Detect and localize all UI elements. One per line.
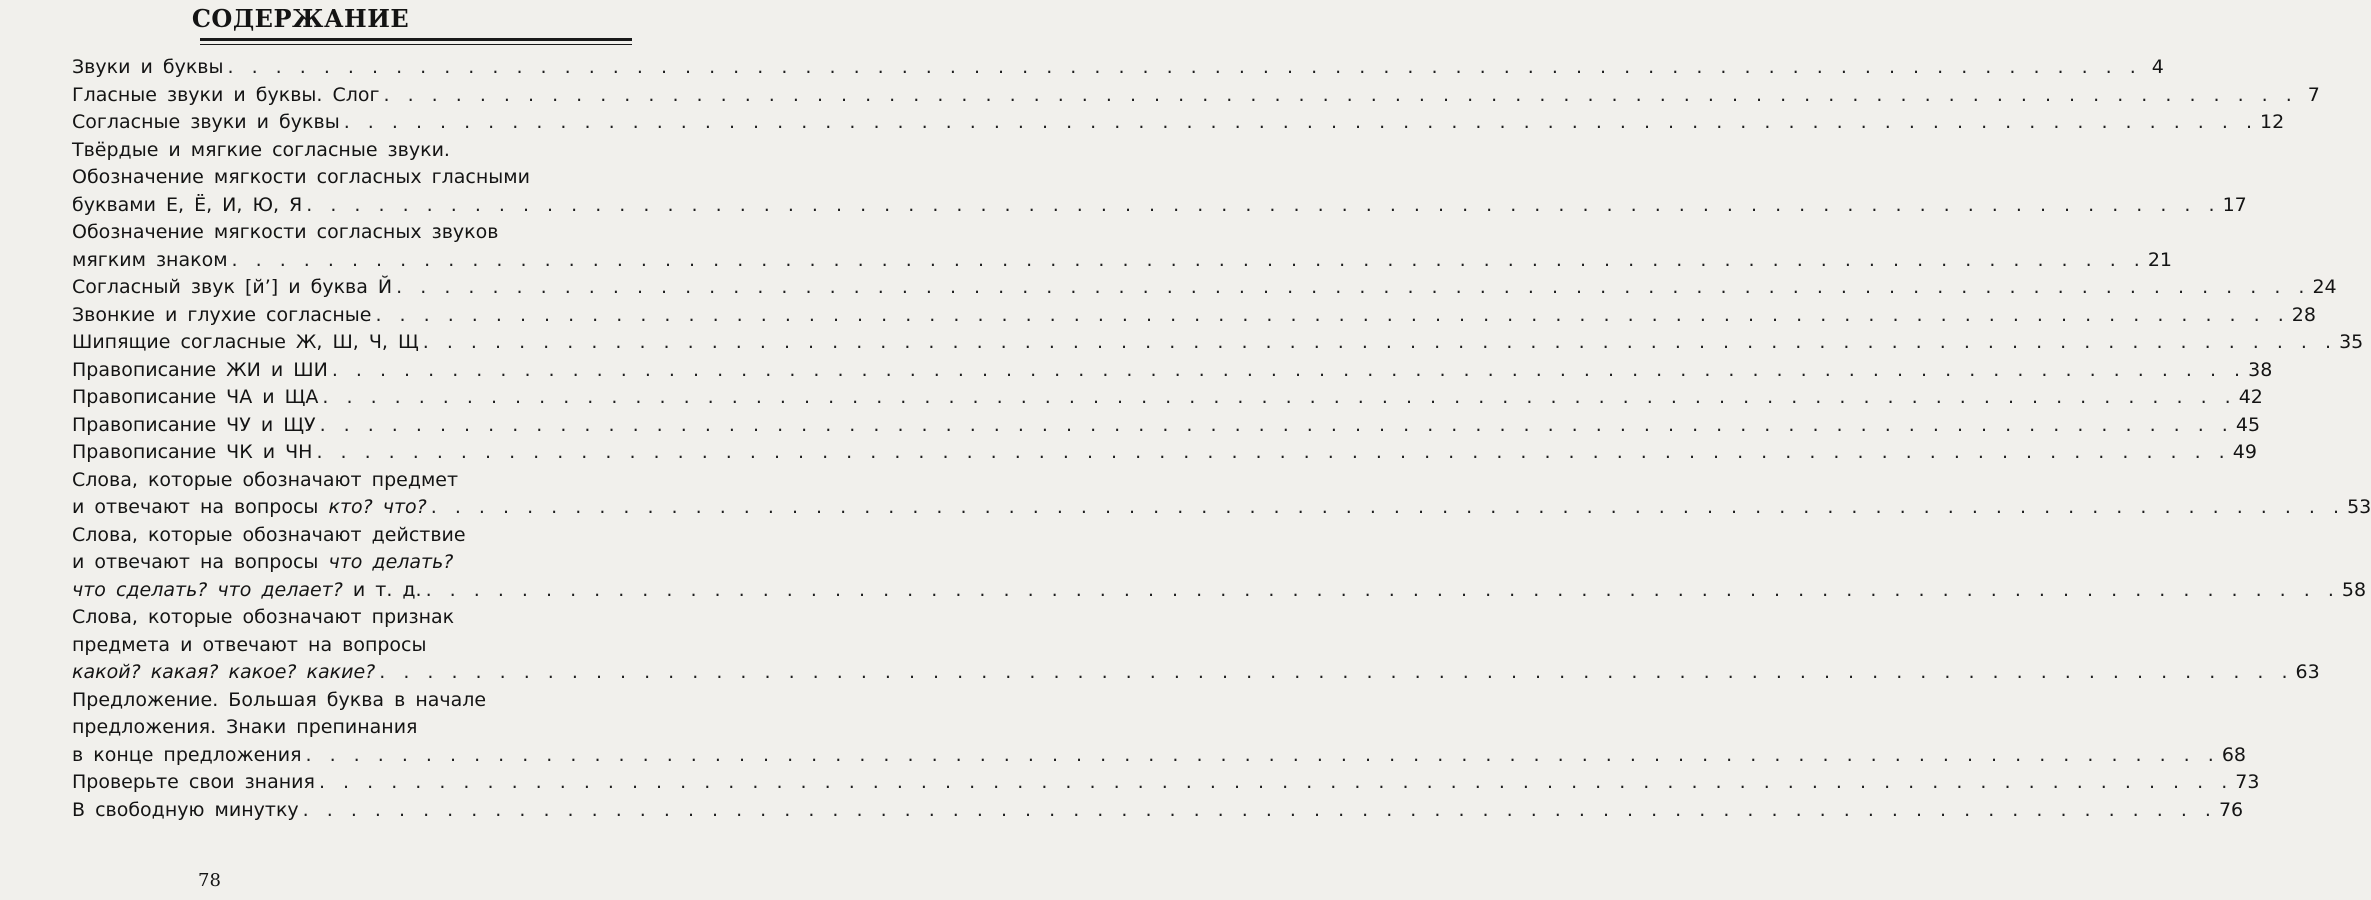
page-ref-number: 53 xyxy=(2347,496,2371,518)
toc-entry[interactable] xyxy=(72,439,2257,467)
toc-entry-text-line: Твёрдые и мягкие согласные звуки. xyxy=(72,138,450,161)
toc-entry[interactable] xyxy=(72,219,2173,274)
dot-leader: . . . . . . . . . . . . . . . . . . . . . . . . . . . . . . . . . . . . . . . . . . . . . . . . . . . . . . . . . . . . . . . . . . . . . . . . . . . . . . . . xyxy=(305,743,2218,766)
toc-entry[interactable] xyxy=(72,522,2367,605)
toc-entry[interactable] xyxy=(72,54,2164,82)
toc-entry-text: Шипящие согласные Ж, Ш, Ч, Щ xyxy=(72,331,419,353)
toc-entry-text-line: Предложение. Большая буква в начале xyxy=(72,688,487,711)
toc-entry-text-line: Обозначение мягкости согласных гласными xyxy=(72,166,530,188)
toc-entry-text: Правописание ЧУ и ЩУ xyxy=(72,413,316,436)
toc-entry-text: в конце предложения xyxy=(72,743,302,766)
toc-entry-text-line: Слова, которые обозначают признак xyxy=(72,606,455,628)
page-ref-number: 63 xyxy=(2295,661,2320,683)
dot-leader: . . . . . . . . . . . . . . . . . . . . . . . . . . . . . . . . . . . . . . . . . . . . . . . . . . . . . . . . . . . . . . . . . . . . . . . . . . . . . . . . xyxy=(316,441,2229,463)
toc-entry-text: Гласные звуки и буквы. Слог xyxy=(72,83,380,106)
dot-leader: . . . . . . . . . . . . . . . . . . . . . . . . . . . . . . . . . . . . . . . . . . . . . . . . . . . . . . . . . . . . . . . . . . . . . . . . . . . . . . . . xyxy=(302,798,2215,821)
toc-entry[interactable] xyxy=(72,302,2316,330)
dot-leader: . . . . . . . . . . . . . . . . . . . . . . . . . . . . . . . . . . . . . . . . . . . . . . . . . . . . . . . . . . . . . . . . . . . . . . . . . . . . . . . . xyxy=(343,111,2256,133)
toc-entry-last-line xyxy=(72,439,2257,467)
page-ref-number: 17 xyxy=(2222,193,2247,216)
toc-entry-text-line: Слова, которые обозначают действие xyxy=(72,523,466,546)
page-ref-number: 28 xyxy=(2291,303,2316,326)
toc-entry-text: буквами Е, Ё, И, Ю, Я xyxy=(72,193,303,216)
toc-entry[interactable] xyxy=(72,357,2273,385)
dot-leader: . . . . . . . . . . . . . . . . . . . . . . . . . . . . . . . . . . . . . . . . . . . . . . . . . . . . . . . . . . . . . . . . . . . . . . . . . . . . . . . . xyxy=(396,276,2309,298)
toc-entry-last-line xyxy=(72,329,2364,357)
page-ref-number: 76 xyxy=(2218,798,2244,821)
toc-entry-last-line xyxy=(72,302,2316,330)
toc-entry-last-line xyxy=(72,384,2263,412)
dot-leader: . . . . . . . . . . . . . . . . . . . . . . . . . . . . . . . . . . . . . . . . . . . . . . . . . . . . . . . . . . . . . . . . . . . . . . . . . . . . . . . . xyxy=(231,248,2144,271)
toc-entry-text: и отвечают на вопросы xyxy=(72,496,329,518)
toc-entry-text: Правописание ЧК и ЧН xyxy=(72,441,313,463)
page-ref-number: 21 xyxy=(2147,248,2173,271)
dot-leader: . . . . . . . . . . . . . . . . . . . . . . . . . . . . . . . . . . . . . . . . . . . . . . . . . . . . . . . . . . . . . . . . . . . . . . . . . . . . . . . . xyxy=(425,578,2338,601)
title-rule-thick xyxy=(200,38,632,41)
page-ref-number: 38 xyxy=(2248,358,2273,381)
dot-leader: . . . . . . . . . . . . . . . . . . . . . . . . . . . . . . . . . . . . . . . . . . . . . . . . . . . . . . . . . . . . . . . . . . . . . . . . . . . . . . . . xyxy=(306,193,2219,216)
toc-entry-last-line xyxy=(72,797,2244,825)
page-ref-number: 42 xyxy=(2238,386,2263,408)
toc-entry-last-line xyxy=(72,192,2247,220)
toc-entry-text-line: предмета и отвечают на вопросы xyxy=(72,633,427,656)
toc-entry-last-line xyxy=(72,54,2164,82)
page-ref-number: 45 xyxy=(2235,413,2261,436)
toc-entry-text xyxy=(72,494,427,522)
dot-leader: . . . . . . . . . . . . . . . . . . . . . . . . . . . . . . . . . . . . . . . . . . . . . . . . . . . . . . . . . . . . . . . . . . . . . . . . . . . . . . . . xyxy=(430,496,2344,518)
toc-entry-last-line xyxy=(72,412,2261,440)
toc-entry[interactable] xyxy=(72,604,2320,687)
toc-entry-text-line: Слова, которые обозначают предмет xyxy=(72,468,459,491)
page-number: 78 xyxy=(198,870,221,891)
page-ref-number: 12 xyxy=(2260,111,2285,133)
toc-entry-text-line xyxy=(72,549,624,577)
toc-entry-last-line xyxy=(72,274,2337,302)
dot-leader: . . . . . . . . . . . . . . . . . . . . . . . . . . . . . . . . . . . . . . . . . . . . . . . . . . . . . . . . . . . . . . . . . . . . . . . . . . . . . . . . xyxy=(319,413,2232,436)
page-ref-number: 4 xyxy=(2151,56,2164,78)
toc-entry-last-line xyxy=(72,659,2320,687)
toc-entry[interactable] xyxy=(72,384,2263,412)
title-rule-thin xyxy=(200,44,632,45)
dot-leader: . . . . . . . . . . . . . . . . . . . . . . . . . . . . . . . . . . . . . . . . . . . . . . . . . . . . . . . . . . . . . . . . . . . . . . . . . . . . . . . . xyxy=(422,331,2336,353)
page-ref-number: 58 xyxy=(2341,578,2367,601)
toc-entry-last-line xyxy=(72,494,2371,522)
toc-entry-italic-text: что делать? xyxy=(328,551,454,573)
toc-entry-text: Звонкие и глухие согласные xyxy=(72,303,372,326)
dot-leader: . . . . . . . . . . . . . . . . . . . . . . . . . . . . . . . . . . . . . . . . . . . . . . . . . . . . . . . . . . . . . . . . . . . . . . . . . . . . . . . . xyxy=(375,303,2288,326)
page-title: СОДЕРЖАНИЕ xyxy=(191,4,410,33)
toc-entry[interactable] xyxy=(72,82,2320,110)
toc-entry[interactable] xyxy=(72,769,2260,797)
toc-entry[interactable] xyxy=(72,797,2244,825)
page-ref-number: 68 xyxy=(2221,743,2246,766)
toc-entry-text: Правописание ЖИ и ШИ xyxy=(72,358,328,381)
toc-entry[interactable] xyxy=(72,687,2246,770)
toc-entry-text: Согласные звуки и буквы xyxy=(72,111,340,133)
toc-entry-last-line xyxy=(72,742,2246,770)
dot-leader: . . . . . . . . . . . . . . . . . . . . . . . . . . . . . . . . . . . . . . . . . . . . . . . . . . . . . . . . . . . . . . . . . . . . . . . . . . . . . . . . xyxy=(331,358,2245,381)
page-ref-number: 73 xyxy=(2235,771,2260,793)
toc-entry[interactable] xyxy=(72,274,2337,302)
page-ref-number: 7 xyxy=(2307,83,2320,106)
toc-entry[interactable] xyxy=(72,467,2371,522)
toc-entry-text xyxy=(72,577,422,605)
toc-entry-last-line xyxy=(72,769,2260,797)
toc-entry-last-line xyxy=(72,82,2320,110)
toc-entry-text: мягким знаком xyxy=(72,248,228,271)
toc-entry[interactable] xyxy=(72,137,2247,220)
dot-leader: . . . . . . . . . . . . . . . . . . . . . . . . . . . . . . . . . . . . . . . . . . . . . . . . . . . . . . . . . . . . . . . . . . . . . . . . . . . . . . . . xyxy=(379,661,2292,683)
toc-entry-text-line: Обозначение мягкости согласных звуков xyxy=(72,221,499,243)
toc-entry-text: Правописание ЧА и ЩА xyxy=(72,386,319,408)
page-ref-number: 49 xyxy=(2232,441,2257,463)
toc-entry-text: Проверьте свои знания xyxy=(72,771,315,793)
toc-entry-text xyxy=(72,659,375,687)
table-of-contents xyxy=(72,54,2371,824)
dot-leader: . . . . . . . . . . . . . . . . . . . . . . . . . . . . . . . . . . . . . . . . . . . . . . . . . . . . . . . . . . . . . . . . . . . . . . . . . . . . . . . . xyxy=(318,771,2232,793)
toc-entry[interactable] xyxy=(72,412,2261,440)
toc-entry-last-line xyxy=(72,577,2367,605)
toc-entry-text-line: предложения. Знаки препинания xyxy=(72,716,418,738)
toc-entry-last-line xyxy=(72,357,2273,385)
toc-entry-text: Согласный звук [й’] и буква Й xyxy=(72,276,393,298)
toc-entry-text: и отвечают на вопросы xyxy=(72,551,329,573)
toc-entry[interactable] xyxy=(72,109,2285,137)
toc-entry-italic-text: кто? что? xyxy=(328,496,427,518)
page-ref-number: 24 xyxy=(2312,276,2337,298)
toc-entry-text: В свободную минутку xyxy=(72,798,299,821)
toc-entry[interactable] xyxy=(72,329,2364,357)
toc-entry-text: и т. д. xyxy=(342,578,422,601)
dot-leader: . . . . . . . . . . . . . . . . . . . . . . . . . . . . . . . . . . . . . . . . . . . . . . . . . . . . . . . . . . . . . . . . . . . . . . . . . . . . . . . . xyxy=(383,83,2296,106)
dot-leader: . . . . . . . . . . . . . . . . . . . . . . . . . . . . . . . . . . . . . . . . . . . . . . . . . . . . . . . . . . . . . . . . . . . . . . . . . . . . . . . . xyxy=(322,386,2235,408)
dot-leader: . . . . . . . . . . . . . . . . . . . . . . . . . . . . . . . . . . . . . . . . . . . . . . . . . . . . . . . . . . . . . . . . . . . . . . . . . . . . . . . . xyxy=(227,56,2140,78)
toc-entry-italic-text: какой? какая? какое? какие? xyxy=(72,661,376,683)
toc-entry-last-line xyxy=(72,109,2285,137)
toc-entry-text: Звуки и буквы xyxy=(72,56,224,78)
page-ref-number: 35 xyxy=(2339,331,2364,353)
toc-entry-italic-text: что сделать? что делает? xyxy=(72,578,343,601)
toc-entry-last-line xyxy=(72,247,2173,275)
